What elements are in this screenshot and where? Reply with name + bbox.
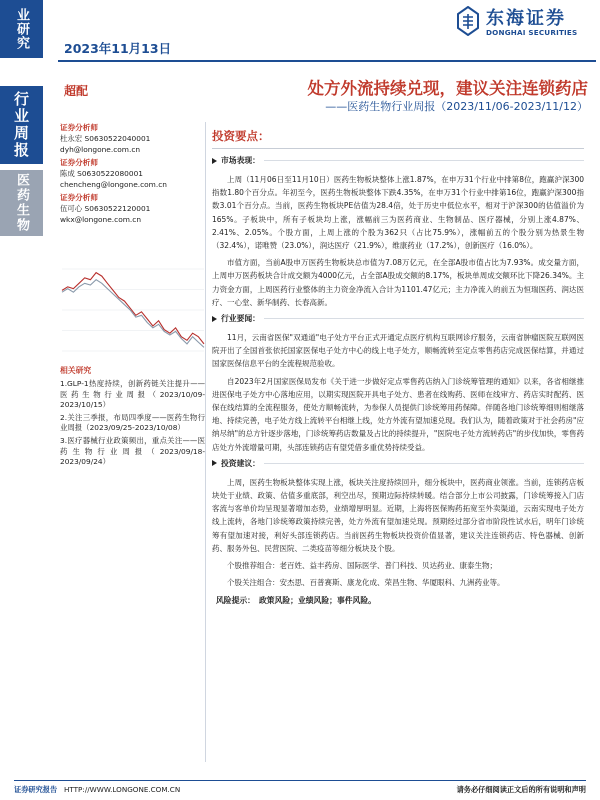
related-item[interactable]: 3.医疗器械行业政策频出，重点关注——医药生物行业周报（2023/09/18-2023/09/24） bbox=[60, 435, 205, 467]
header-divider bbox=[58, 60, 596, 62]
analyst-name: 伍可心 bbox=[60, 204, 83, 213]
side-tab-research: 业研究 bbox=[0, 0, 43, 58]
advice-paragraph: 上周，医药生物板块整体实现上涨，板块关注度持续回升，细分板块中，医药商业领涨。当前，连锁药店板块处于业绩、政策、估值多重底部，利空出尽，预期边际持续转暖。结合部分上市公司披露，门诊统筹接入门店客流与客单价均呈现显著增加态势，业绩增厚明显。近期，上海将医保购药拓宽至外卖渠道，云南实现电子处方线上流转，各地门诊统筹政策持续完善，处方外流有望加速兑现。预期经过部分省市阶段性试水后，明年门诊统筹有望加速对接，利好头部连锁药店。当前医药生物板块投资价值显著，建议关注连锁药店、特色器械、创新药、服务外包、民营医院、二类疫苗等细分板块及个股。 bbox=[212, 477, 584, 553]
analyst-role: 证券分析师 bbox=[60, 158, 98, 167]
column-divider bbox=[205, 122, 206, 762]
footer-website[interactable]: HTTP://WWW.LONGONE.COM.CN bbox=[64, 785, 181, 794]
analyst-role: 证券分析师 bbox=[60, 123, 98, 132]
market-paragraph-2: 市值方面，当前A股申万医药生物板块总市值为7.08万亿元，在全部A股市值占比为7.93%。成交量方面，上周申万医药板块合计成交额为4000亿元，占全部A股成交额的8.17%，板块单周成交额环比下降26.34%。主力资金方面，上周医药行业整体的主力资金净流入合计为1101.47亿元；主力净流入的前五为恒瑞医药、润达医疗、一心堂、新华制药、长春高新。 bbox=[212, 258, 584, 307]
analyst-name-cert bbox=[60, 168, 200, 179]
bullet-rule bbox=[264, 463, 584, 464]
recommend-combo: 个股推荐组合：老百姓、益丰药房、国际医学、普门科技、贝达药业、康泰生物； bbox=[227, 561, 497, 571]
risk-label: 风险提示： bbox=[216, 596, 255, 606]
footer-disclaimer: 请务必仔细阅读正文后的所有说明和声明 bbox=[456, 785, 586, 794]
analyst-cert: S0630522080001 bbox=[77, 169, 143, 178]
main-content bbox=[212, 128, 584, 606]
report-date: 2023年11月13日 bbox=[64, 41, 172, 56]
footer-label: 证券研究报告 bbox=[14, 785, 58, 794]
market-paragraph-1: 上周（11月06日至11月10日）医药生物板块整体上涨1.87%，在申万31个行业中排第8位，跑赢沪深300指数1.80个百分点。年初至今，医药生物板块整体下跌4.35%，在申万31个行业中排第16位，跑赢沪深300指数3.01个百分点。当前，医药生物板块PE估值为28.4倍，处于历史中低位水平，相对于沪深300的估值溢价为165%。子板块中，所有子板块均上涨，涨幅前三为医药商业、生物制品、医疗器械，分别上涨4.87%、2.41%、2.05%。个股方面，上周上涨的个股为362只（占比75.9%），涨幅前五的个股分别为热景生物（32.4%），诺唯赞（23.0%），润达医疗（21.9%），维康药业（17.2%），创新医疗（16.0%）。 bbox=[212, 175, 584, 251]
performance-chart bbox=[60, 265, 206, 357]
related-item[interactable]: 1.GLP-1热度持续，创新药链关注提升——医药生物行业周报（2023/10/09-2023/10/15） bbox=[60, 379, 205, 410]
related-research bbox=[60, 365, 205, 470]
analyst-cert: S0630522040001 bbox=[84, 134, 151, 143]
analyst-card bbox=[60, 157, 200, 190]
advice-bullet bbox=[212, 458, 584, 469]
industry-bullet-label: 行业要闻： bbox=[221, 314, 260, 324]
left-side-bar bbox=[0, 0, 43, 800]
industry-rating: 超配 bbox=[64, 84, 89, 98]
analyst-card bbox=[60, 122, 200, 155]
section-heading: 投资要点： bbox=[212, 129, 270, 143]
side-tab-sector: 医药生物 bbox=[0, 170, 43, 236]
logo-mark-icon bbox=[456, 6, 480, 36]
logo-en-text: DONGHAI SECURITIES bbox=[486, 28, 578, 37]
page-subtitle: ——医药生物行业周报（2023/11/06-2023/11/12） bbox=[325, 100, 588, 113]
footer-divider bbox=[14, 780, 586, 781]
page-title: 处方外流持续兑现，建议关注连锁药店 bbox=[307, 79, 588, 98]
industry-bullet bbox=[212, 313, 584, 324]
chart-series-line-1 bbox=[62, 273, 204, 344]
related-heading: 相关研究 bbox=[60, 366, 92, 375]
analyst-email: dyh@longone.com.cn bbox=[60, 145, 141, 154]
risk-text: 政策风险；业绩风险；事件风险。 bbox=[258, 596, 376, 606]
analyst-email: chencheng@longone.com.cn bbox=[60, 180, 167, 189]
analyst-email: wkx@longone.com.cn bbox=[60, 215, 142, 224]
analyst-name-cert bbox=[60, 133, 200, 144]
advice-bullet-label: 投资建议： bbox=[221, 458, 260, 468]
analyst-role: 证券分析师 bbox=[60, 193, 98, 202]
related-item[interactable]: 2.关注三季报，布局四季度——医药生物行业周报（2023/09/25-2023/10/08） bbox=[60, 412, 205, 433]
triangle-bullet-icon bbox=[212, 316, 217, 322]
chart-grid bbox=[62, 269, 204, 351]
bullet-rule bbox=[264, 160, 584, 161]
analyst-name: 杜永宏 bbox=[60, 134, 83, 143]
bullet-rule bbox=[264, 318, 584, 319]
market-bullet bbox=[212, 155, 584, 166]
footer-left bbox=[14, 785, 180, 795]
watch-combo: 个股关注组合：安杰思、百普赛斯、康龙化成、荣昌生物、华厦眼科、九洲药业等。 bbox=[227, 578, 505, 588]
section-rule bbox=[212, 148, 584, 149]
logo-cn-text: 东海证券 bbox=[486, 8, 566, 29]
analyst-card bbox=[60, 192, 200, 225]
industry-paragraph-1: 11月，云南省医保"双通道"电子处方平台正式开通定点医疗机构互联网诊疗服务，云南省肿瘤医院互联网医院开出了全国首张依托国家医保电子处方中心的线上电子处方，顺畅流转至定点零售药店完成医保结算，并通过国家医保信息平台的全流程规范验收。 bbox=[212, 333, 584, 369]
market-bullet-label: 市场表现： bbox=[221, 156, 260, 165]
industry-paragraph-2: 自2023年2月国家医保局发布《关于进一步做好定点零售药店纳入门诊统筹管理的通知》以来，各省相继推进医保电子处方中心落地应用，以期实现医院开具电子处方、患者在线购药、医师在线审方、药店实时配药、医保在线结算的全流程服务，使处方顺畅流转，为参保人员提供门诊统筹用药保障。伴随各地门诊统筹细则相继落地、持续完善，电子处方线上流转平台相继上线，处方外流有望加速兑现。我们认为，随着政策对于社会药房"应纳尽纳"的总方针逐步落地，门诊统筹药店数量及占比的持续提升，"医院电子处方流转药店"的步伐加快，零售药店处方外流增量可期，头部连锁药店有望凭借多重优势持续受益。 bbox=[212, 376, 584, 452]
side-tab-industry-weekly: 行业周报 bbox=[0, 86, 43, 164]
triangle-bullet-icon bbox=[212, 460, 217, 466]
analyst-name-cert bbox=[60, 203, 200, 214]
analyst-cert: S0630522120001 bbox=[84, 204, 151, 213]
analyst-name: 陈成 bbox=[60, 169, 75, 178]
analyst-panel bbox=[60, 122, 200, 227]
triangle-bullet-icon bbox=[212, 158, 217, 164]
risk-notice bbox=[212, 595, 584, 606]
company-logo bbox=[456, 4, 596, 50]
